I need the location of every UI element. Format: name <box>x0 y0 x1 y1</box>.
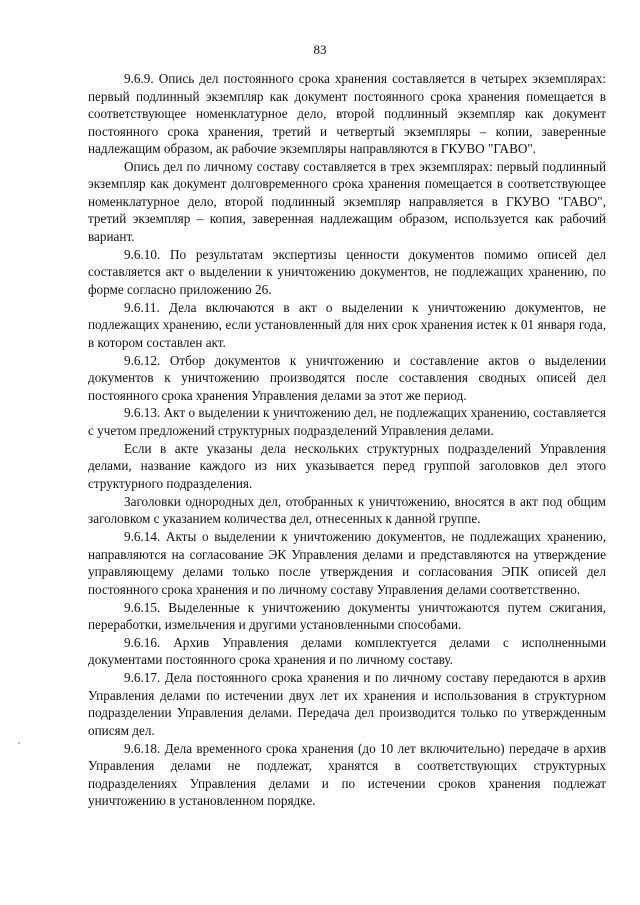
paragraph-9-6-10: 9.6.10. По результатам экспертизы ценности документов помимо описей дел составляется акт о выделении к уничтожению документов, не подлежащих хранению, по форме согласно приложению 26. <box>88 246 606 297</box>
paragraph-9-6-15: 9.6.15. Выделенные к уничтожению документы уничтожаются путем сжигания, переработки, измельчения и другими установленными способами. <box>88 599 606 633</box>
paragraph-9-6-17: 9.6.17. Дела постоянного срока хранения и по личному составу передаются в архив Управления делами по истечении двух лет их хранения и использования в структурном подразделении Управления делами. Передача дел производится только по утвержденным описям дел. <box>88 670 606 738</box>
paragraph-9-6-11: 9.6.11. Дела включаются в акт о выделении к уничтожению документов, не подлежащих хранению, если установленный для них срок хранения истек к 01 января года, в котором составлен акт. <box>88 299 606 350</box>
paragraph-9-6-9: 9.6.9. Опись дел постоянного срока хранения составляется в четырех экземплярах: первый подлинный экземпляр как документ постоянного срока хранения помещается в соответствующее номенклатурное дело, второй подлинный экземпляр как документ постоянного срока хранения, третий и четвертый экземпляры – копии, заверенные надлежащим образом, ак рабочие экземпляры направляются в ГКУВО "ГАВО". <box>88 71 606 156</box>
paragraph-9-6-14: 9.6.14. Акты о выделении к уничтожению документов, не подлежащих хранению, направляются на согласование ЭК Управления делами и представляются на утверждение управляющему делами только после утверждения и согласования ЭПК описей дел постоянного срока хранения и по личному составу Управления делами соответственно. <box>88 529 606 597</box>
document-body <box>88 70 606 810</box>
paragraph-9-6-12: 9.6.12. Отбор документов к уничтожению и составление актов о выделении документов к уничтожению производятся после составления сводных описей дел постоянного срока хранения Управления делами за этот же период. <box>88 352 606 403</box>
paragraph-9-6-18: 9.6.18. Дела временного срока хранения (до 10 лет включительно) передаче в архив Управления делами не подлежат, хранятся в соответствующих структурных подразделениях Управления делами и по истечении сроков хранения подлежат уничтожению в установленном порядке. <box>88 740 606 809</box>
paragraph-multiple-departments: Если в акте указаны дела нескольких структурных подразделений Управления делами, название каждого из них указывается перед группой заголовков дел этого структурного подразделения. <box>88 440 606 491</box>
paragraph-personnel-inventory: Опись дел по личному составу составляется в трех экземплярах: первый подлинный экземпляр как документ долговременного срока хранения помещается в соответствующее номенклатурное дело, второй подлинный экземпляр направляется в ГКУВО "ГАВО", третий экземпляр – копия, заверенная надлежащим образом, используется как рабочий вариант. <box>88 158 606 244</box>
paragraph-9-6-13: 9.6.13. Акт о выделении к уничтожению дел, не подлежащих хранению, составляется с учетом предложений структурных подразделений Управления делами. <box>88 405 606 438</box>
paragraph-homogeneous-cases: Заголовки однородных дел, отобранных к уничтожению, вносятся в акт под общим заголовком с указанием количества дел, отнесенных к данной группе. <box>88 493 606 527</box>
scan-artifact <box>18 742 20 744</box>
page-number: 83 <box>313 42 327 57</box>
paragraph-9-6-16: 9.6.16. Архив Управления делами комплектуется делами с исполненными документами постоянного срока хранения и по личному составу. <box>88 634 606 668</box>
